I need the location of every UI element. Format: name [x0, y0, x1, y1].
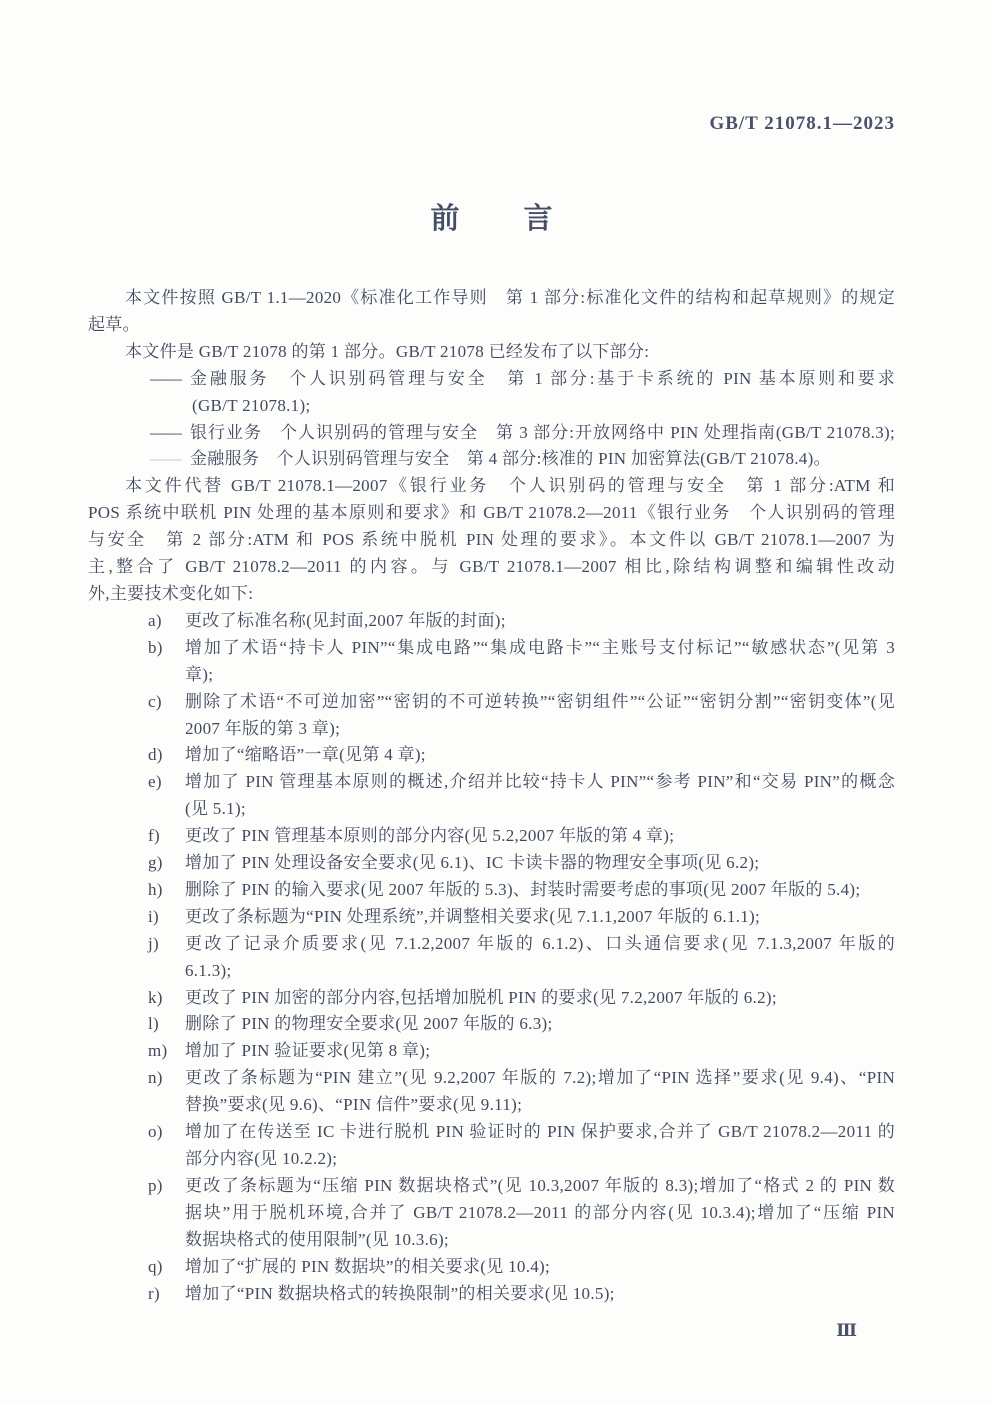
line-text: 与安全 第 2 部分:ATM 和 POS 系统中脱机 PIN 处理的要求》。本文件以 GB/T 21078.1—2007 为	[88, 530, 895, 550]
line-prefix: r)	[148, 1283, 160, 1303]
line-prefix: m)	[148, 1041, 168, 1061]
text-line	[88, 904, 895, 931]
text-line	[88, 662, 895, 689]
line-text: 本文件是 GB/T 21078 的第 1 部分。GB/T 21078 已经发布了以下部分:	[125, 341, 650, 361]
line-text: 替换”要求(见 9.6)、“PIN 信件”要求(见 9.11);	[185, 1095, 523, 1115]
text-line	[88, 823, 895, 850]
text-line	[88, 1146, 895, 1173]
text-line	[88, 581, 895, 608]
line-text: 增加了“PIN 数据块格式的转换限制”的相关要求(见 10.5);	[185, 1283, 615, 1303]
text-line	[88, 554, 895, 581]
text-line	[88, 850, 895, 877]
text-line	[88, 931, 895, 958]
line-prefix: a)	[148, 610, 162, 630]
line-text: 更改了 PIN 加密的部分内容,包括增加脱机 PIN 的要求(见 7.2,2007 年版的 6.2);	[185, 987, 777, 1007]
line-prefix: k)	[148, 987, 163, 1007]
text-line	[88, 1227, 895, 1254]
text-line	[88, 500, 895, 527]
line-text: 章);	[185, 664, 214, 684]
text-line	[88, 1200, 895, 1227]
line-prefix: j)	[148, 933, 159, 953]
text-line	[88, 608, 895, 635]
text-line	[88, 1254, 895, 1281]
text-line	[88, 420, 895, 447]
line-prefix: l)	[148, 1014, 159, 1034]
line-text: 据块”用于脱机环境,合并了 GB/T 21078.2—2011 的部分内容(见 10.3.4);增加了“压缩 PIN	[185, 1202, 895, 1222]
text-line	[88, 1038, 895, 1065]
line-text: 增加了“缩略语”一章(见第 4 章);	[185, 745, 426, 765]
line-prefix: i)	[148, 906, 159, 926]
text-line	[88, 339, 895, 366]
text-line	[88, 769, 895, 796]
line-text: 增加了 PIN 处理设备安全要求(见 6.1)、IC 卡读卡器的物理安全事项(见 6.2);	[185, 853, 760, 873]
line-prefix: q)	[148, 1256, 163, 1276]
line-text: 金融服务 个人识别码管理与安全 第 4 部分:核准的 PIN 加密算法(GB/T 21078.4)。	[190, 449, 831, 469]
line-text: 金融服务 个人识别码管理与安全 第 1 部分:基于卡系统的 PIN 基本原则和要求	[190, 368, 895, 388]
text-line	[88, 527, 895, 554]
text-line	[88, 473, 895, 500]
text-line	[88, 312, 895, 339]
document-body	[88, 285, 895, 1307]
line-text: 部分内容(见 10.2.2);	[185, 1149, 338, 1168]
page-title: 前言	[430, 203, 617, 235]
line-prefix: ——	[150, 449, 180, 469]
line-text: 删除了 PIN 的物理安全要求(见 2007 年版的 6.3);	[185, 1014, 553, 1034]
line-text: 更改了 PIN 管理基本原则的部分内容(见 5.2,2007 年版的第 4 章);	[185, 826, 675, 846]
line-prefix: d)	[148, 745, 163, 765]
line-text: 增加了术语“持卡人 PIN”“集成电路”“集成电路卡”“主账号支付标记”“敏感状态”(见第 3	[185, 637, 895, 657]
text-line	[88, 285, 895, 312]
line-prefix: ——	[150, 422, 180, 442]
line-prefix: h)	[148, 879, 163, 899]
text-line	[88, 985, 895, 1012]
line-text: 外,主要技术变化如下:	[88, 583, 254, 603]
line-text: 增加了 PIN 验证要求(见第 8 章);	[185, 1041, 431, 1061]
text-line	[88, 635, 895, 662]
line-prefix: e)	[148, 772, 162, 792]
line-text: 银行业务 个人识别码的管理与安全 第 3 部分:开放网络中 PIN 处理指南(GB/T 21078.3);	[190, 422, 895, 442]
text-line	[88, 1092, 895, 1119]
page-number: Ⅲ	[836, 1321, 857, 1341]
text-line	[88, 366, 895, 393]
line-prefix: ——	[150, 368, 180, 388]
line-text: 增加了在传送至 IC 卡进行脱机 PIN 验证时的 PIN 保护要求,合并了 GB/T 21078.2—2011 的	[185, 1122, 895, 1142]
line-text: 2007 年版的第 3 章);	[185, 718, 341, 738]
line-text: 更改了记录介质要求(见 7.1.2,2007 年版的 6.1.2)、口头通信要求(见 7.1.3,2007 年版的	[185, 933, 895, 953]
line-text: (GB/T 21078.1);	[192, 395, 311, 415]
doc-number: GB/T 21078.1—2023	[709, 113, 895, 134]
line-text: 增加了“扩展的 PIN 数据块”的相关要求(见 10.4);	[185, 1256, 551, 1276]
text-line	[88, 1011, 895, 1038]
line-prefix: n)	[148, 1068, 163, 1088]
text-line	[88, 796, 895, 823]
text-line	[88, 716, 895, 743]
text-line	[88, 393, 895, 420]
line-prefix: b)	[148, 637, 163, 657]
text-line	[88, 877, 895, 904]
line-text: 增加了 PIN 管理基本原则的概述,介绍并比较“持卡人 PIN”“参考 PIN”和“交易 PIN”的概念	[185, 772, 895, 792]
line-prefix: p)	[148, 1175, 163, 1195]
text-line	[88, 958, 895, 985]
text-line	[88, 689, 895, 716]
text-line	[88, 1065, 895, 1092]
line-text: 删除了 PIN 的输入要求(见 2007 年版的 5.3)、封装时需要考虑的事项(见 2007 年版的 5.4);	[185, 879, 861, 899]
line-prefix: o)	[148, 1122, 163, 1142]
line-text: (见 5.1);	[185, 799, 246, 819]
line-text: 本文件按照 GB/T 1.1—2020《标准化工作导则 第 1 部分:标准化文件的结构和起草规则》的规定	[125, 288, 895, 307]
text-line	[88, 1281, 895, 1308]
line-text: 6.1.3);	[185, 960, 232, 980]
text-line	[88, 742, 895, 769]
line-prefix: g)	[148, 853, 163, 873]
text-line	[88, 1119, 895, 1146]
line-text: 删除了术语“不可逆加密”“密钥的不可逆转换”“密钥组件”“公证”“密钥分割”“密钥变体”(见	[185, 691, 895, 711]
line-text: 本文件代替 GB/T 21078.1—2007《银行业务 个人识别码的管理与安全 第 1 部分:ATM 和	[125, 476, 895, 496]
line-text: 主,整合了 GB/T 21078.2—2011 的内容。与 GB/T 21078.1—2007 相比,除结构调整和编辑性改动	[88, 557, 895, 577]
line-text: 更改了条标题为“压缩 PIN 数据块格式”(见 10.3,2007 年版的 8.3);增加了“格式 2 的 PIN 数	[185, 1175, 895, 1195]
line-prefix: f)	[148, 826, 160, 846]
line-prefix: c)	[148, 691, 162, 711]
line-text: 更改了标准名称(见封面,2007 年版的封面);	[185, 610, 506, 630]
line-text: 数据块格式的使用限制”(见 10.3.6);	[185, 1229, 449, 1249]
line-text: 更改了条标题为“PIN 处理系统”,并调整相关要求(见 7.1.1,2007 年版的 6.1.1);	[185, 906, 761, 926]
text-line	[88, 446, 895, 473]
line-text: 更改了条标题为“PIN 建立”(见 9.2,2007 年版的 7.2);增加了“PIN 选择”要求(见 9.4)、“PIN	[185, 1068, 895, 1088]
line-text: 起草。	[88, 314, 140, 334]
text-line	[88, 1173, 895, 1200]
line-text: POS 系统中联机 PIN 处理的基本原则和要求》和 GB/T 21078.2—2011《银行业务 个人识别码的管理	[88, 503, 895, 523]
